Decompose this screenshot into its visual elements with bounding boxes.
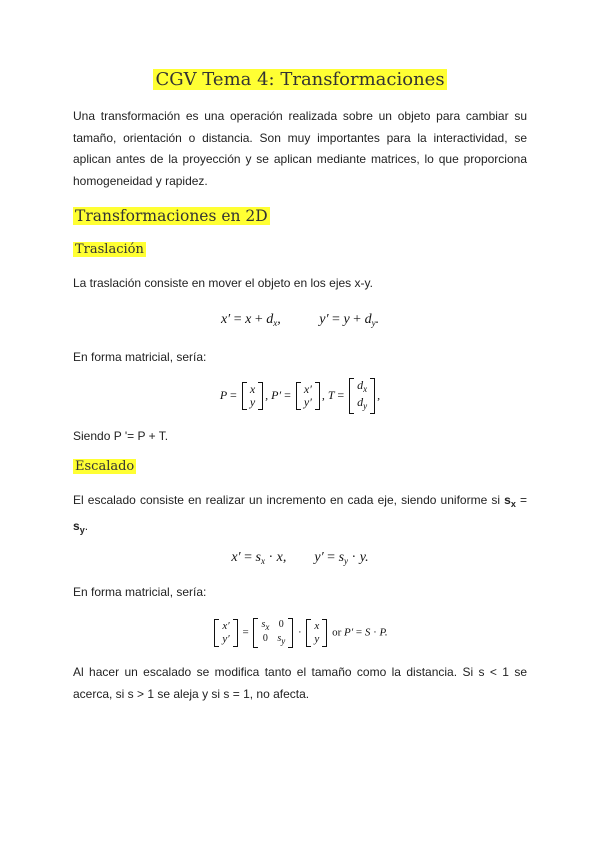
escalado-paragraph: El escalado consiste en realizar un incremento en cada eje, siendo uniforme si $s_x = s_y$. <box>73 493 528 535</box>
traslacion-equation: $x' = x + d_x$, $y' = y + d_y$. <box>220 312 380 328</box>
traslacion-paragraph: La traslación consiste en mover el objeto en los ejes x-y. <box>73 276 373 290</box>
escalado-equation: $x' = s_x \cdot x$, $y' = s_y \cdot y$. <box>231 550 369 566</box>
page-title: CGV Tema 4: Transformaciones <box>155 69 445 90</box>
intro-paragraph: Una transformación es una operación realizada sobre un objeto para cambiar su tamaño, orientación o distancia. Son muy importantes para la interactividad, se aplican antes de la proyección y se aplican mediante matrices, lo que proporciona homogeneidad y rapidez. <box>73 109 527 188</box>
subheading-traslacion: Traslación <box>75 242 144 257</box>
traslacion-siendo: Siendo P '= P + T. <box>73 429 169 443</box>
escalado-matrix-equation: x′ y′ = sx 0 0 sy · x y or P′ = S · P. <box>0 618 600 648</box>
traslacion-matrix-equation: P = x y , P′ = x′ y′ , T = $d_x$ $d_y$ , <box>0 378 600 414</box>
section-heading-2d: Transformaciones en 2D <box>75 207 268 225</box>
traslacion-matricial-label: En forma matricial, sería: <box>73 350 207 364</box>
subheading-escalado: Escalado <box>75 459 135 474</box>
escalado-matricial-label: En forma matricial, sería: <box>73 585 207 599</box>
escalado-closing-paragraph: Al hacer un escalado se modifica tanto el tamaño como la distancia. Si s < 1 se acerca, si s > 1 se aleja y si s = 1, no afecta. <box>73 665 527 701</box>
